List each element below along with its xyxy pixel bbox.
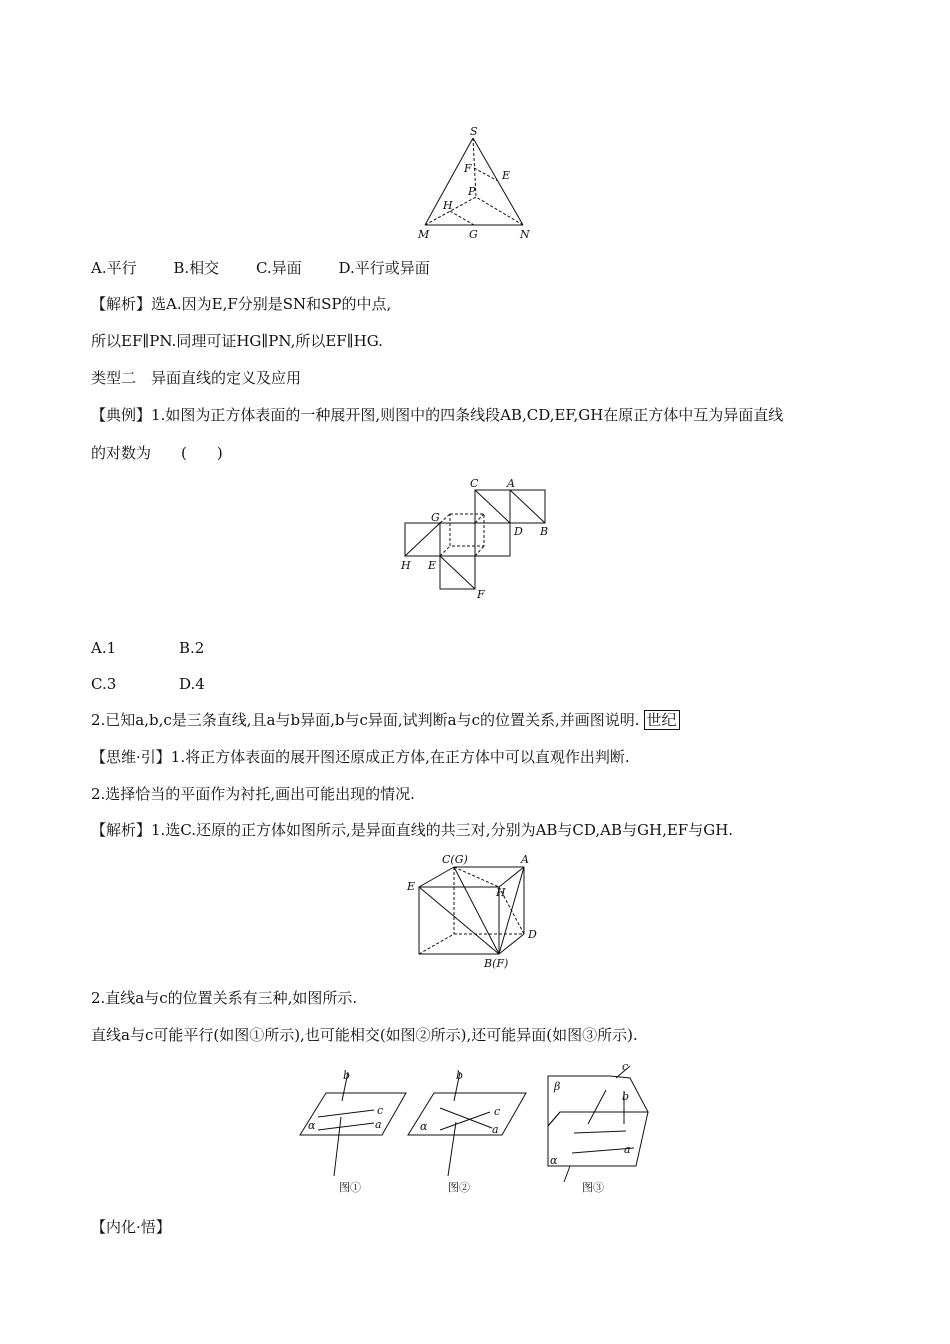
label-d: D (514, 525, 523, 538)
option-a: A.1 (91, 639, 117, 657)
label-c: c (494, 1105, 501, 1118)
label-b: b (622, 1090, 630, 1103)
thinking-line1 (91, 747, 630, 767)
option-d: D.平行或异面 (338, 259, 430, 277)
label-c: c (622, 1060, 629, 1073)
label-e: E (502, 169, 511, 182)
analysis2-line1 (91, 820, 733, 840)
label-h: H (496, 886, 506, 899)
figure-2-intersect (404, 1064, 536, 1198)
caption-1: 图① (339, 1181, 361, 1194)
label-f: F (464, 162, 472, 175)
analysis2-text: 1.选C.还原的正方体如图所示,是异面直线的共三对,分别为AB与CD,AB与GH,EF与GH. (151, 821, 734, 839)
example-options-row2 (91, 674, 237, 694)
label-h: H (401, 559, 411, 572)
example-text: 1.如图为正方体表面的一种展开图,则图中的四条线段AB,CD,EF,GH在原正方体中互为异面直线 (151, 406, 784, 424)
analysis2-head: 【解析】 (91, 821, 152, 839)
label-a: A (507, 477, 515, 490)
label-e: E (407, 880, 416, 893)
thinking-head: 【思维·引】 (91, 748, 171, 766)
example-line1 (91, 405, 783, 425)
footer-head: 【内化·悟】 (91, 1218, 171, 1236)
label-b: B (540, 525, 549, 538)
label-a: A (521, 853, 529, 866)
option-c: C.3 (91, 675, 117, 693)
option-a: A.平行 (91, 259, 137, 277)
label-b: b (456, 1069, 464, 1082)
thinking-text: 1.将正方体表面的展开图还原成正方体,在正方体中可以直观作出判断. (170, 748, 630, 766)
caption-2: 图② (448, 1181, 470, 1194)
label-n: N (520, 228, 530, 241)
q1-analysis-line1 (91, 294, 391, 314)
label-alpha: α (420, 1120, 428, 1133)
restored-cube-figure (404, 850, 554, 972)
label-alpha: α (550, 1154, 558, 1167)
label-d: D (528, 928, 537, 941)
option-b: B.2 (178, 639, 205, 657)
analysis-head: 【解析】 (91, 295, 152, 313)
source-tag: 世纪 (644, 710, 680, 730)
analysis-text: 选A.因为E,F分别是SN和SP的中点, (151, 295, 392, 313)
label-c: c (377, 1104, 384, 1117)
example-head: 【典例】 (91, 406, 152, 424)
caption-3: 图③ (582, 1181, 604, 1194)
label-g: G (469, 228, 478, 241)
label-g: G (431, 511, 440, 524)
label-beta: β (554, 1080, 561, 1093)
label-cg: C(G) (442, 853, 468, 866)
label-b: b (343, 1069, 351, 1082)
label-a: a (375, 1118, 382, 1131)
cube-net-figure (396, 476, 556, 602)
question-2 (91, 710, 680, 730)
label-c: C (470, 477, 479, 490)
q1-analysis-line2: 所以EF∥PN.同理可证HG∥PN,所以EF∥HG. (91, 332, 383, 350)
label-a: a (624, 1143, 631, 1156)
option-d: D.4 (179, 675, 205, 693)
label-f: F (477, 588, 485, 601)
label-m: M (418, 228, 430, 241)
label-bf: B(F) (484, 957, 509, 970)
q1-options (91, 258, 462, 278)
example-options-row1 (91, 638, 236, 658)
label-h: H (443, 199, 453, 212)
figure-3-skew (540, 1058, 670, 1198)
label-e: E (428, 559, 437, 572)
option-c: C.异面 (255, 259, 302, 277)
label-a: a (492, 1123, 499, 1136)
example-line2: 的对数为 ( ) (91, 444, 223, 462)
conclusion-line1: 2.直线a与c的位置关系有三种,如图所示. (91, 989, 358, 1007)
label-alpha: α (308, 1119, 316, 1132)
label-s: S (470, 125, 478, 138)
question-2-text: 2.已知a,b,c是三条直线,且a与b异面,b与c异面,试判断a与c的位置关系,并画图说明. (91, 711, 640, 729)
section-title: 类型二 异面直线的定义及应用 (91, 369, 302, 387)
tetrahedron-figure (410, 124, 540, 242)
conclusion-line2: 直线a与c可能平行(如图①所示),也可能相交(如图②所示),还可能异面(如图③所示). (91, 1026, 638, 1044)
option-b: B.相交 (173, 259, 220, 277)
thinking-line2: 2.选择恰当的平面作为衬托,画出可能出现的情况. (91, 785, 415, 803)
figure-1-parallel (296, 1064, 408, 1198)
label-p: P (468, 185, 476, 198)
